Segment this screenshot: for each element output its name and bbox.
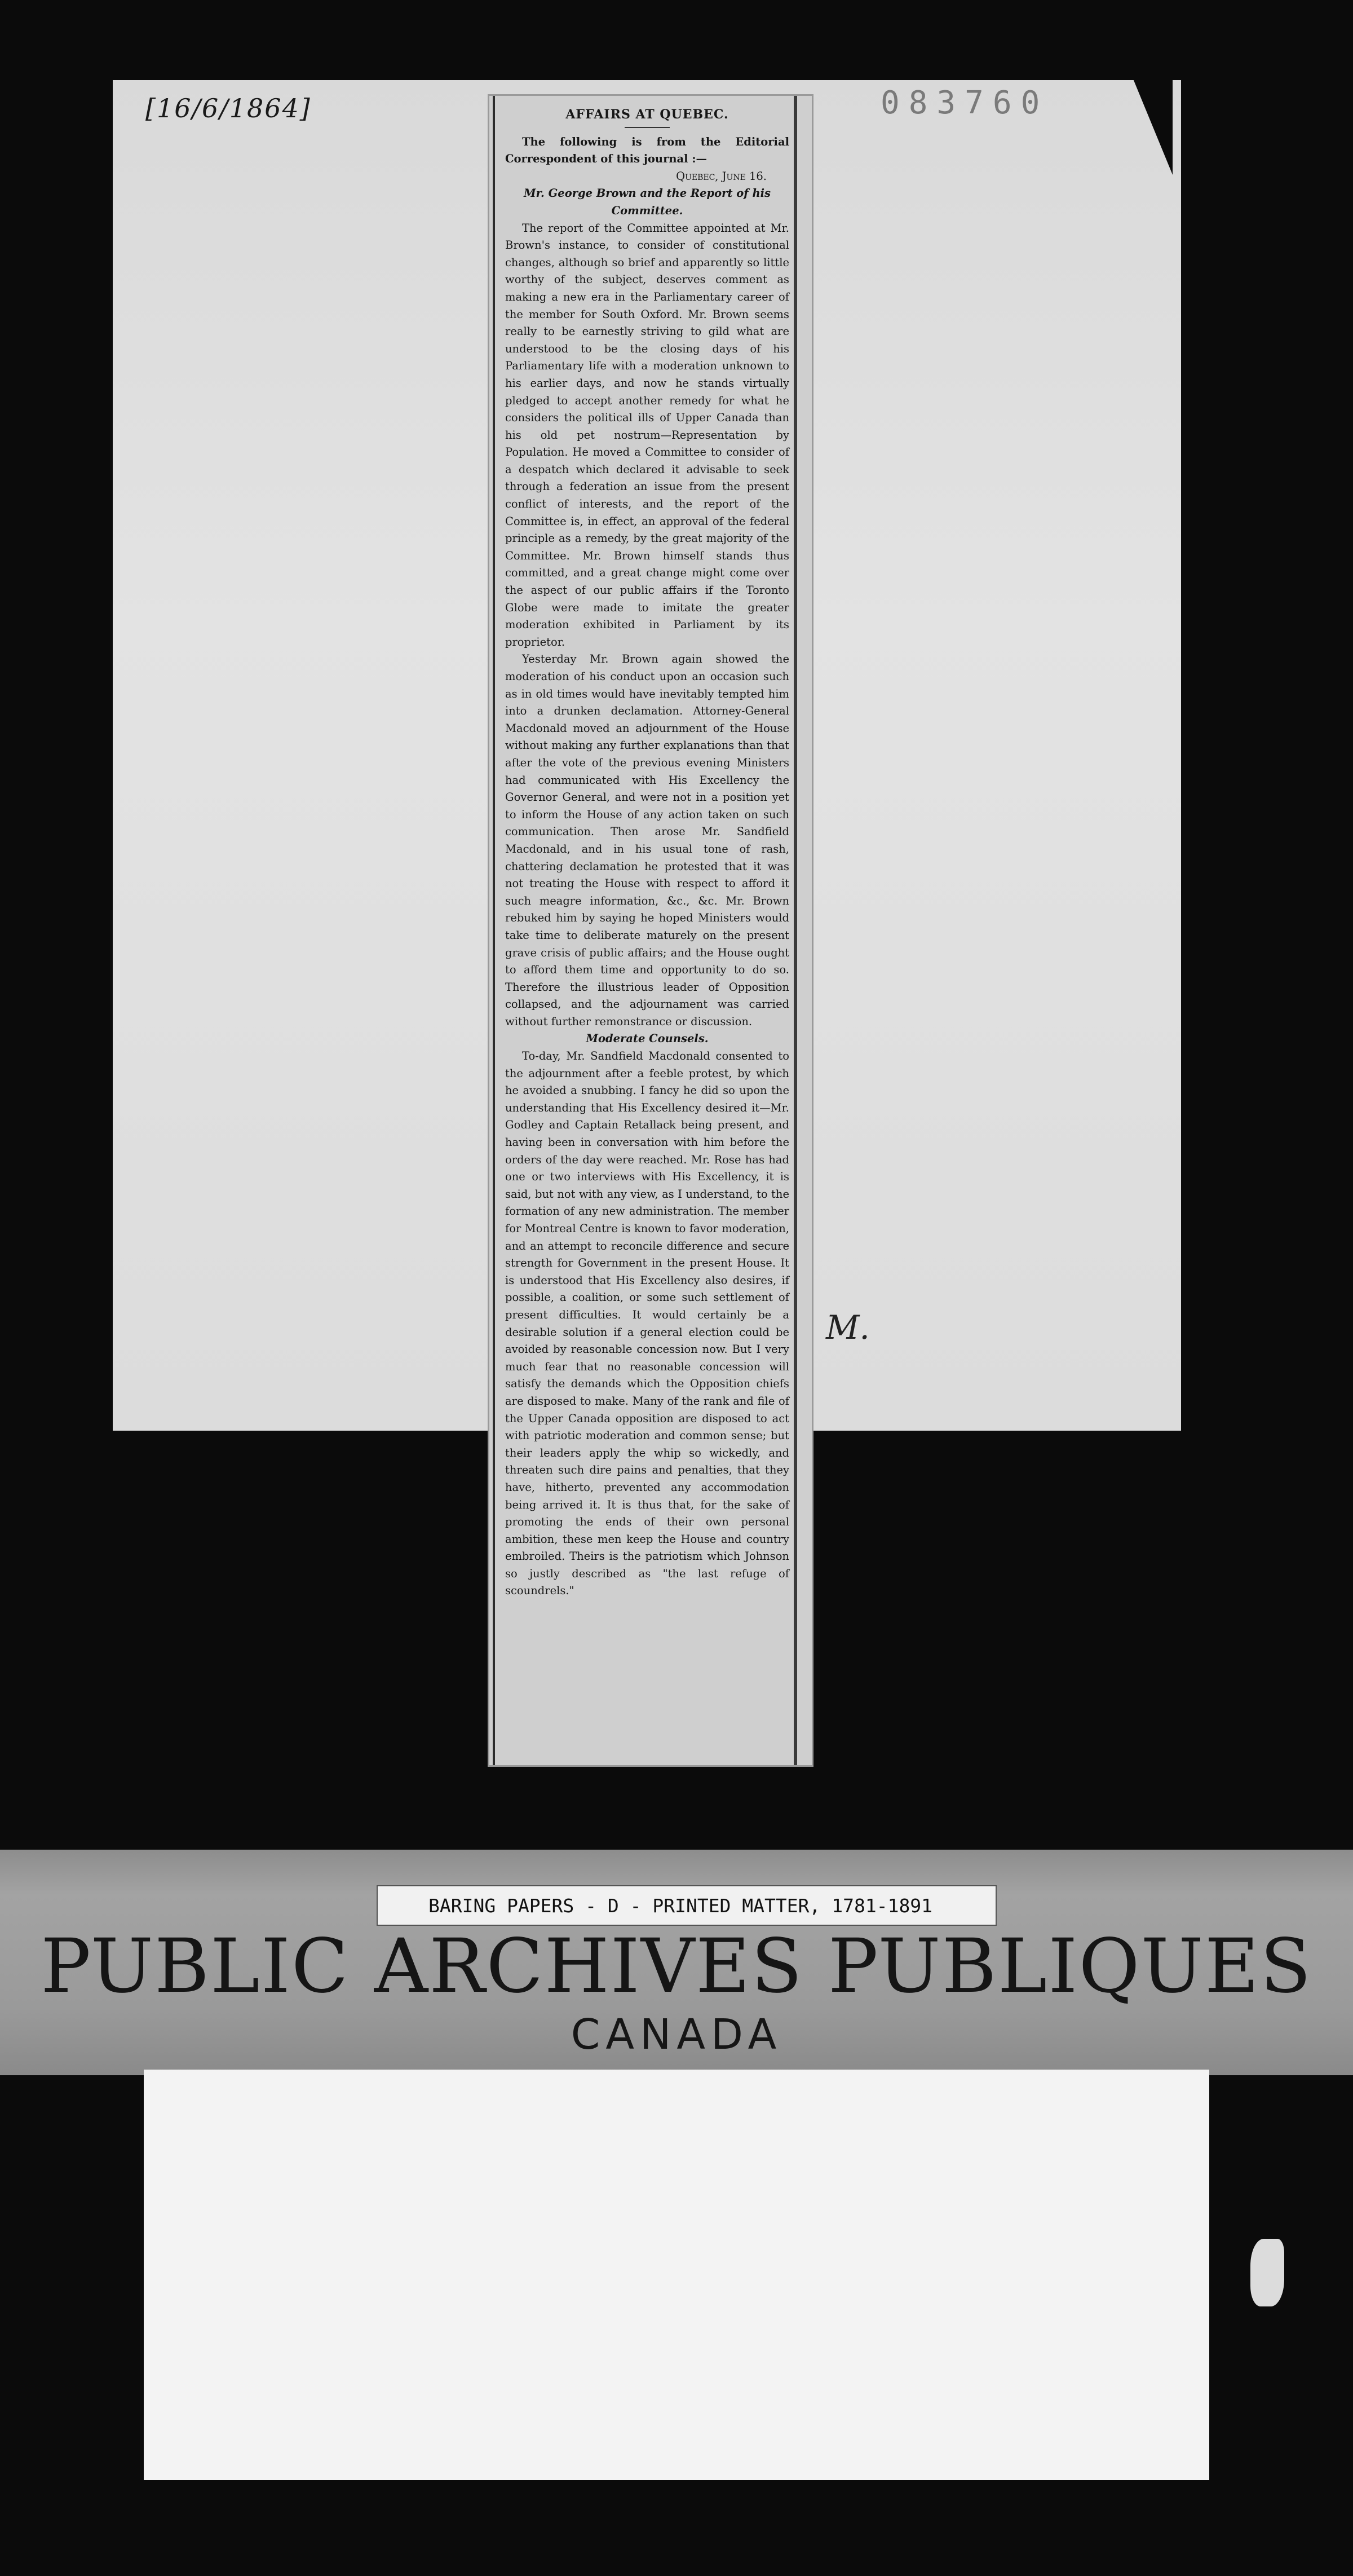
clipping-paragraph: To-day, Mr. Sandfield Macdonald consented to the adjournment after a feeble protest, by which he avoided a snubbing. I fancy he did so upon the understanding that His Excellency desired it—Mr. Godley and Captain Retallack being present, and having been in conversation with him before the orders of the day were reached. Mr. Rose has had one or two interviews with His Excellency, it is said, but not with any view, as I understand, to the formation of any new administration. The member for Montreal Centre is known to favor moderation, and an attempt to reconcile difference and secure strength for Government in the present House. It is understood that His Excellency also desires, if possible, a coalition, or some such settlement of present difficulties. It would certainly be a desirable solution if a general election could be avoided by reasonable concession now. But I very much fear that no reasonable concession will satisfy the demands which the Opposition chiefs are disposed to make. Many of the rank and file of the Upper Canada opposition are disposed to act with patriotic moderation and common sense; but their leaders apply the whip so wickedly, and threaten such dire pains and penalties, that they have, hitherto, prevented any accommodation being arrived it. It is thus that, for the sake of promoting the ends of their own personal ambition, these men keep the House and country embroiled. Theirs is the patriotism which Johnson so justly described as "the last refuge of scoundrels." [505, 1049, 789, 1598]
clipping-intro: The following is from the Editorial Correspondent of this journal :— [505, 135, 789, 166]
clipping-dateline: Quebec, June 16. [676, 169, 767, 183]
frame-stamp-number: 083760 [881, 85, 1049, 121]
clipping-paragraph: The report of the Committee appointed at Mr. Brown's instance, to consider of constitutional changes, although so brief and apparently so little worthy of the subject, deserves comment as making a new era in the Parliamentary career of the member for South Oxford. Mr. Brown seems really to be earnestly striving to gild what are understood to be the closing days of his Parliamentary life with a moderation unknown to his earlier days, and now he stands virtually pledged to accept another remedy for what he considers the political ills of Upper Canada than his old pet nostrum—Representation by Population. He moved a Committee to consider of a despatch which declared it advisable to seek through a federation an issue from the present conflict of interests, and the report of the Committee is, in effect, an approval of the federal principle as a remedy, by the great majority of the Committee. Mr. Brown himself stands thus committed, and a great change might come over the aspect of our public affairs if the Toronto Globe were made to imitate the greater moderation exhibited in Parliament by its proprietor. [505, 221, 789, 649]
clipping-column-rule [794, 96, 797, 1765]
masthead-rule [625, 127, 670, 128]
newspaper-clipping [489, 96, 812, 1765]
clipping-subhead: Mr. George Brown and the Report of his Committee. [523, 187, 771, 217]
handwritten-margin-mark: M. [826, 1308, 870, 1347]
clipping-masthead: AFFAIRS AT QUEBEC. [565, 107, 729, 122]
archive-country: CANADA [571, 2010, 782, 2059]
collection-label: BARING PAPERS - D - PRINTED MATTER, 1781-1891 [377, 1885, 997, 1926]
blank-card [144, 2070, 1209, 2480]
paper-scrap [1250, 2239, 1284, 2306]
clipping-column [493, 96, 797, 1765]
clipping-paragraph: Yesterday Mr. Brown again showed the moderation of his conduct upon an occasion such as in old times would have inevitably tempted him into a drunken declamation. Attorney-General Macdonald moved an adjournment of the House without making any further explanations than that after the vote of the previous evening Ministers had communicated with His Excellency the Governor General, and were not in a position yet to inform the House of any action taken on such communication. Then arose Mr. Sandfield Macdonald, and in his usual tone of rash, chattering declamation he protested that it was not treating the House with respect to afford it such meagre information, &c., &c. Mr. Brown rebuked him by saying he hoped Ministers would take time to deliberate maturely on the present grave crisis of public affairs; and the House ought to afford them time and opportunity to do so. Therefore the illustrious leader of Opposition collapsed, and the adjournament was carried without further remonstrance or discussion. [505, 652, 789, 1028]
archive-title: PUBLIC ARCHIVES PUBLIQUES [41, 1923, 1312, 2010]
handwritten-date-note: [16/6/1864] [145, 93, 311, 123]
mount-sheet-corner [1133, 79, 1173, 175]
clipping-subhead: Moderate Counsels. [586, 1032, 709, 1046]
